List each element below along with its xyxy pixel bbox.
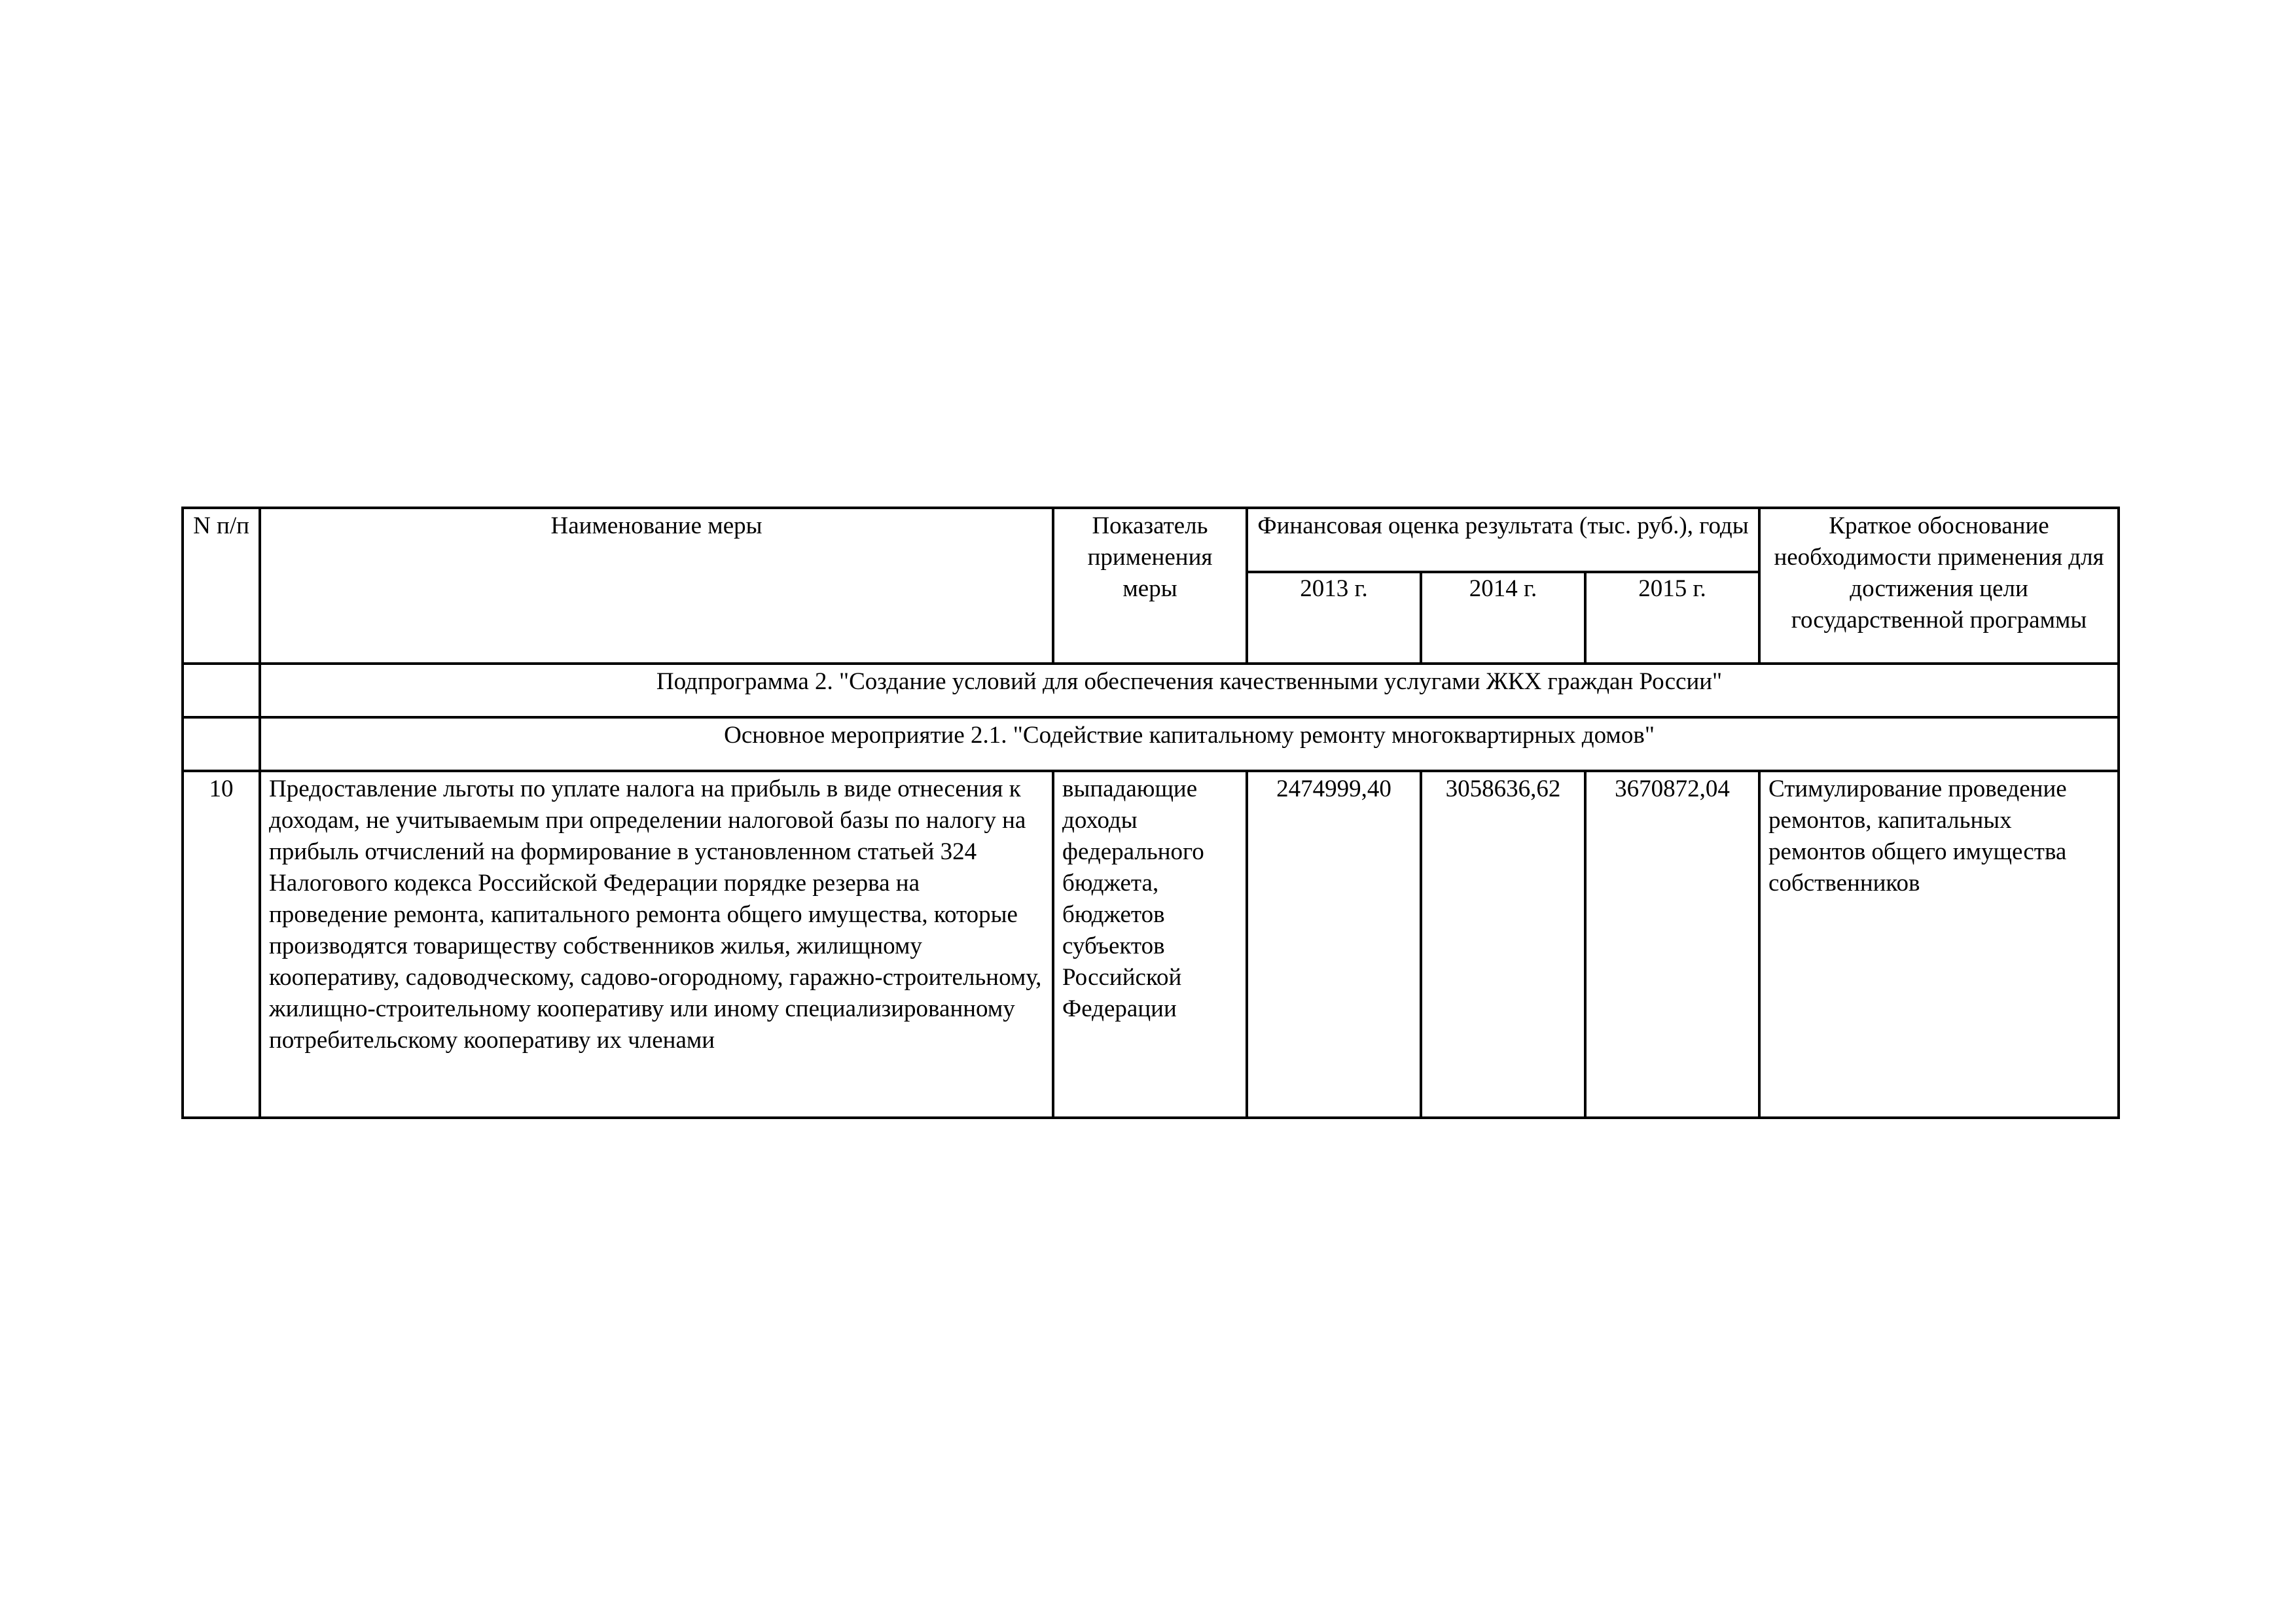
table-header-row <box>183 508 2119 572</box>
subprogram-row <box>183 664 2119 717</box>
header-justification: Краткое обоснование необходимости применения для достижения цели государственной программы <box>1759 508 2119 664</box>
table-row <box>183 771 2119 1118</box>
measures-table <box>181 507 2120 1119</box>
main-event-title: Основное мероприятие 2.1. "Содействие капитальному ремонту многоквартирных домов" <box>260 717 2119 771</box>
header-name: Наименование меры <box>260 508 1053 664</box>
row-value-2015: 3670872,04 <box>1585 771 1759 1118</box>
row-value-2014: 3058636,62 <box>1421 771 1585 1118</box>
row-justification: Стимулирование проведение ремонтов, капитальных ремонтов общего имущества собственников <box>1759 771 2119 1118</box>
row-indicator: выпадающие доходы федерального бюджета, бюджетов субъектов Российской Федерации <box>1053 771 1247 1118</box>
subprogram-title: Подпрограмма 2. "Создание условий для обеспечения качественными услугами ЖКХ граждан России" <box>260 664 2119 717</box>
row-value-2013: 2474999,40 <box>1247 771 1421 1118</box>
row-num: 10 <box>183 771 260 1118</box>
header-year-2015: 2015 г. <box>1585 572 1759 664</box>
header-year-2013: 2013 г. <box>1247 572 1421 664</box>
main-event-row <box>183 717 2119 771</box>
header-indicator: Показатель применения меры <box>1053 508 1247 664</box>
row-measure-name: Предоставление льготы по уплате налога на прибыль в виде отнесения к доходам, не учитываемым при определении налоговой базы по налогу на прибыль отчислений на формирование в установленном статьей 324 Налогового кодекса Российской Федерации порядке резерва на проведение ремонта, капитального ремонта общего имущества, которые производятся товариществу собственников жилья, жилищному кооперативу, садоводческому, садово-огородному, гаражно-строительному, жилищно-строительному кооперативу или иному специализированному потребительскому кооперативу их членами <box>260 771 1053 1118</box>
main-event-num-cell <box>183 717 260 771</box>
header-num: N п/п <box>183 508 260 664</box>
header-year-2014: 2014 г. <box>1421 572 1585 664</box>
subprogram-num-cell <box>183 664 260 717</box>
header-finance: Финансовая оценка результата (тыс. руб.), годы <box>1247 508 1759 572</box>
